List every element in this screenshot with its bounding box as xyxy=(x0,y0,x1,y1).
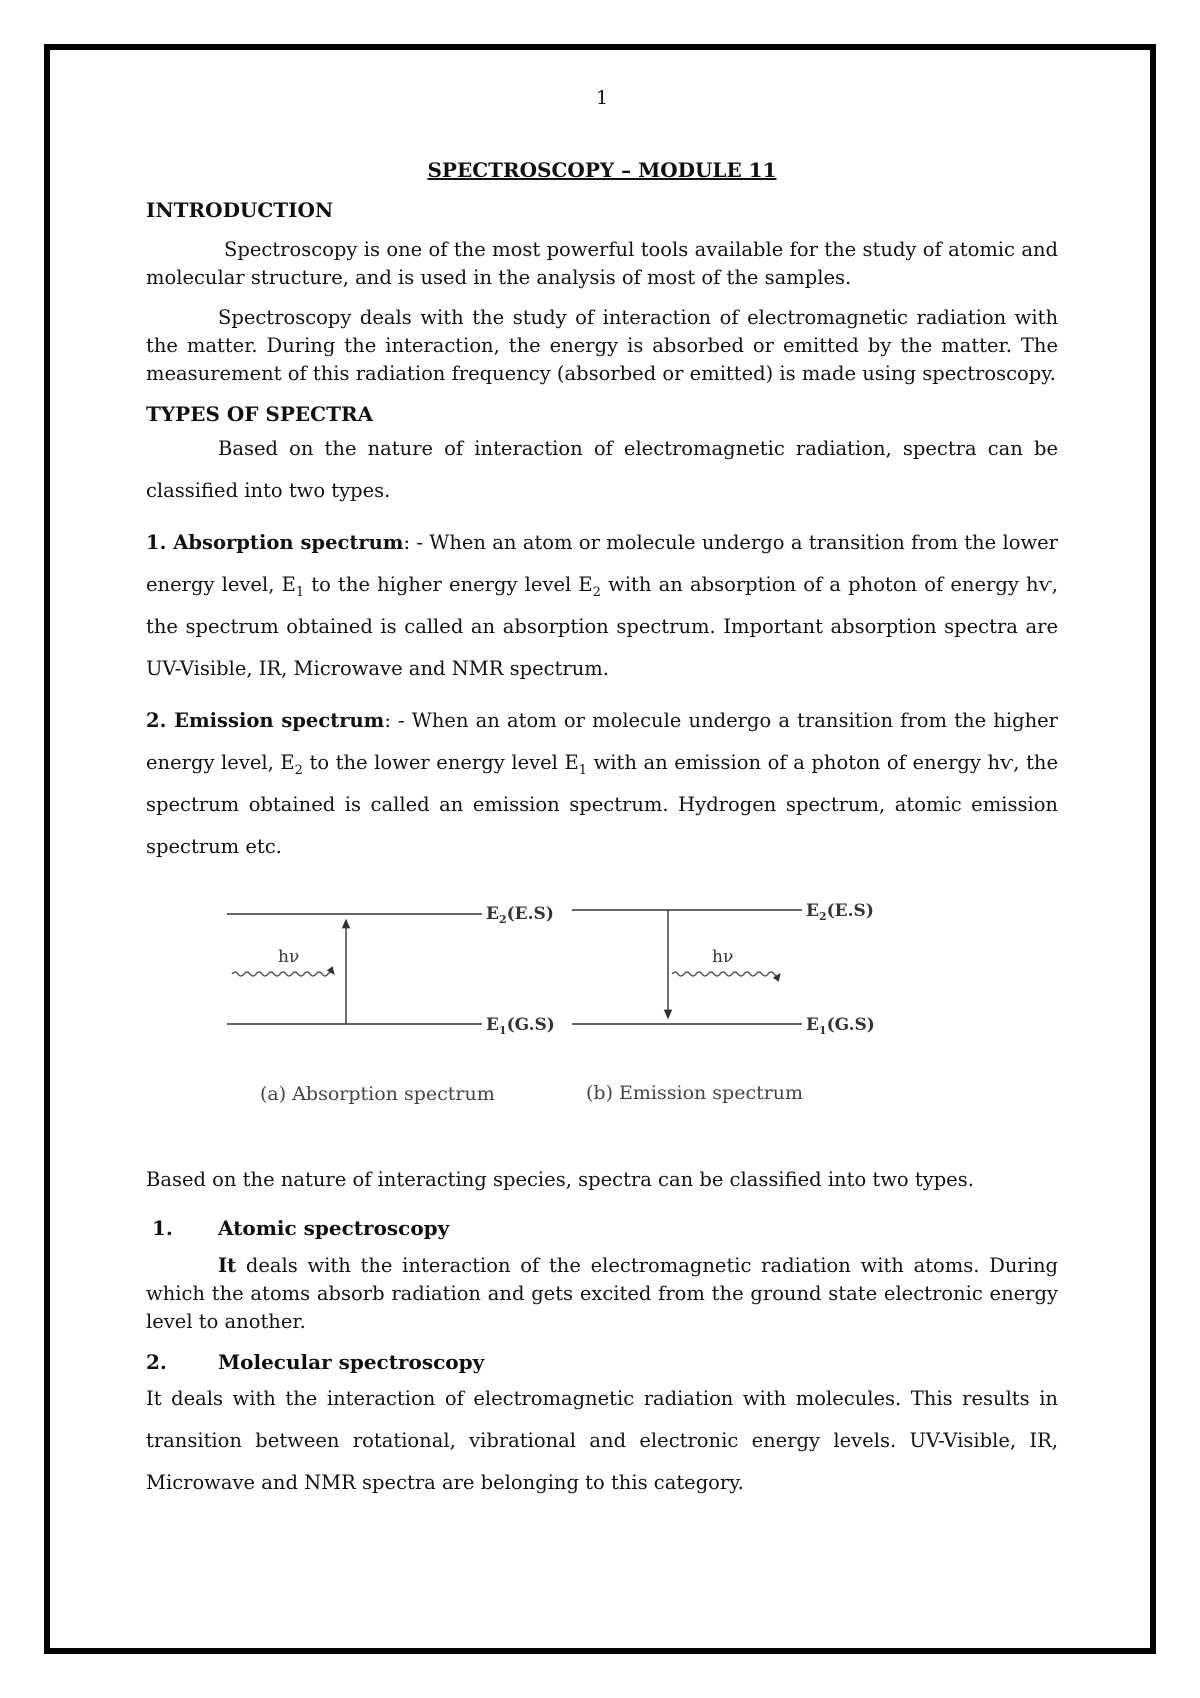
absorption-text-1: : - When an atom or molecule undergo a transition from the lower energy level, E xyxy=(146,531,1058,596)
emitted-photon-wave xyxy=(672,972,780,976)
page-title: SPECTROSCOPY – MODULE 11 xyxy=(427,158,777,182)
intro-paragraph-2: Spectroscopy deals with the study of interaction of electromagnetic radiation with the matter. During the interaction, the energy is absorbed or emitted by the matter. The measurement of this radiation frequency (absorbed or emitted) is made using spectroscopy. xyxy=(146,306,1058,385)
subscript: 1 xyxy=(578,762,588,778)
absorption-label: 1. Absorption spectrum xyxy=(146,531,404,554)
emission-paragraph xyxy=(146,700,1058,868)
photon-label: hν xyxy=(278,947,300,967)
document-body xyxy=(146,80,1058,1504)
molecular-heading xyxy=(146,1348,1058,1376)
lower-level-label: $E_1(G.S)$ xyxy=(486,1015,555,1037)
atomic-lead: It xyxy=(218,1254,237,1277)
absorption-text-3: with an absorption of a photon of energy hѵ, the spectrum obtained is called an absorption spectrum. Important absorption spectra are UV-Visible, IR, Microwave and NMR spectrum. xyxy=(146,573,1059,680)
atomic-paragraph xyxy=(146,1252,1058,1336)
spectrum-diagram xyxy=(192,894,912,1144)
lower-level-label: $E_1(G.S)$ xyxy=(806,1015,875,1037)
subscript: 2 xyxy=(592,584,601,600)
absorption-caption: (a) Absorption spectrum xyxy=(260,1083,495,1105)
emission-label: 2. Emission spectrum xyxy=(146,709,385,732)
subscript: 1 xyxy=(295,584,305,600)
section-number: 2. xyxy=(146,1350,167,1374)
species-paragraph: Based on the nature of interacting species, spectra can be classified into two types. xyxy=(146,1168,974,1191)
upper-level-label: $E_2(E.S)$ xyxy=(486,904,554,926)
atomic-text: deals with the interaction of the electromagnetic radiation with atoms. During which the atoms absorb radiation and gets excited from the ground state electronic energy level to another. xyxy=(146,1254,1058,1333)
molecular-paragraph: It deals with the interaction of electromagnetic radiation with molecules. This results in transition between rotational, vibrational and electronic energy levels. UV-Visible, IR, Microwave and NMR spectra are belonging to this category. xyxy=(146,1387,1058,1494)
incoming-photon-wave xyxy=(232,972,334,976)
emission-caption: (b) Emission spectrum xyxy=(586,1082,804,1104)
intro-paragraph-1: Spectroscopy is one of the most powerful tools available for the study of atomic and molecular structure, and is used in the analysis of most of the samples. xyxy=(146,238,1058,289)
photon-label: hν xyxy=(712,947,734,967)
intro-heading: INTRODUCTION xyxy=(146,198,334,222)
section-number: 1. xyxy=(152,1216,173,1240)
absorption-paragraph xyxy=(146,522,1058,690)
emission-diagram xyxy=(572,901,875,1104)
types-paragraph: Based on the nature of interaction of electromagnetic radiation, spectra can be classified into two types. xyxy=(146,437,1058,502)
subscript: 2 xyxy=(294,762,303,778)
absorption-text-2: to the higher energy level E xyxy=(304,573,593,596)
emission-text-3: with an emission of a photon of energy hѵ, the spectrum obtained is called an emission spectrum. Hydrogen spectrum, atomic emission spectrum etc. xyxy=(146,751,1059,858)
emission-text-2: to the lower energy level E xyxy=(302,751,579,774)
page-number: 1 xyxy=(595,87,609,109)
types-heading: TYPES OF SPECTRA xyxy=(146,402,374,426)
atomic-heading xyxy=(146,1214,1058,1242)
emission-text-1: : - When an atom or molecule undergo a transition from the higher energy level, E xyxy=(146,709,1058,774)
section-title: Atomic spectroscopy xyxy=(218,1216,450,1240)
absorption-diagram xyxy=(227,904,555,1105)
section-title: Molecular spectroscopy xyxy=(218,1350,485,1374)
upper-level-label: $E_2(E.S)$ xyxy=(806,901,874,923)
